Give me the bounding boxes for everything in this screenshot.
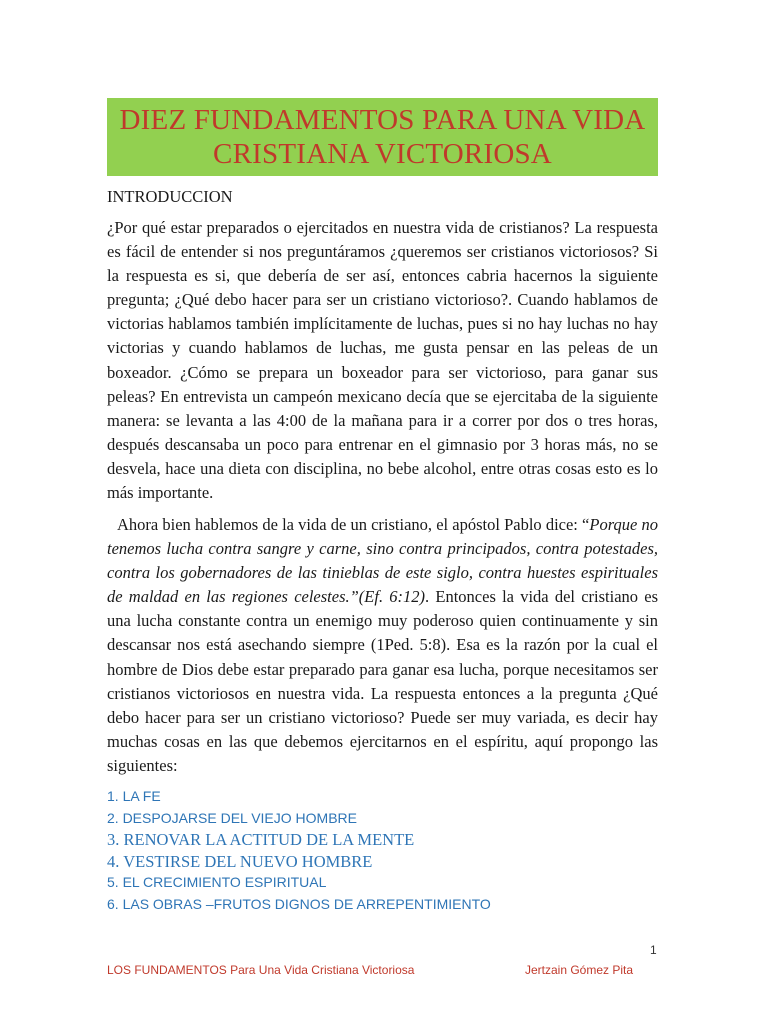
page-number: 1 bbox=[650, 943, 657, 957]
paragraph-2 bbox=[107, 513, 658, 778]
paragraph-2-rest: . Entonces la vida del cristiano es una lucha constante contra un enemigo muy poderoso quien continuamente y sin descansar nos está asechando siempre (1Ped. 5:8). Esa es la razón por la cual el hombre de Dios debe estar preparado para ganar esa lucha, porque necesitamos ser cristianos victoriosos en nuestra vida. La respuesta entonces a la pregunta ¿Qué debo hacer para ser un cristiano victorioso? Puede ser muy variada, es decir hay muchas cosas en las que debemos ejercitarnos en el espíritu, aquí propongo las siguientes: bbox=[107, 587, 658, 775]
list-item: 1. LA FE bbox=[107, 788, 161, 804]
footer-author: Jertzain Gómez Pita bbox=[525, 963, 634, 977]
title-banner bbox=[107, 98, 658, 176]
list-item: 5. EL CRECIMIENTO ESPIRITUAL bbox=[107, 874, 327, 891]
fundamentals-list bbox=[107, 786, 491, 916]
list-item: 2. DESPOJARSE DEL VIEJO HOMBRE bbox=[107, 809, 357, 826]
title-line-2: CRISTIANA VICTORIOSA bbox=[213, 138, 552, 170]
paragraph-2-intro: Ahora bien hablemos de la vida de un cristiano, el apóstol Pablo dice: “ bbox=[117, 515, 590, 534]
footer-title: LOS FUNDAMENTOS Para Una Vida Cristiana Victoriosa bbox=[107, 963, 415, 977]
list-item: 6. LAS OBRAS –FRUTOS DIGNOS DE ARREPENTIMIENTO bbox=[107, 895, 491, 912]
title-line-1: DIEZ FUNDAMENTOS PARA UNA VIDA bbox=[119, 104, 646, 136]
section-heading: INTRODUCCION bbox=[107, 187, 233, 206]
paragraph-1: ¿Por qué estar preparados o ejercitados en nuestra vida de cristianos? La respuesta es fácil de entender si nos preguntáramos ¿queremos ser cristianos victoriosos? Si la respuesta es si, que debería de ser así, entonces cabria hacernos la siguiente pregunta; ¿Qué debo hacer para ser un cristiano victorioso?. Cuando hablamos de victorias hablamos también implícitamente de luchas, pues si no hay luchas no hay victorias y cuando hablamos de luchas, me gusta pensar en las peleas de un boxeador. ¿Cómo se prepara un boxeador para ser victorioso, para ganar sus peleas? En entrevista un campeón mexicano decía que se ejercitaba de la siguiente manera: se levanta a las 4:00 de la mañana para ir a correr por dos o tres horas, después descansaba un poco para entrenar en el gimnasio por 3 horas más, no se desvela, hace una dieta con disciplina, no bebe alcohol, entre otras cosas esto es lo más importante. bbox=[107, 218, 658, 503]
list-item: 4. VESTIRSE DEL NUEVO HOMBRE bbox=[107, 851, 373, 871]
paragraph-2-quote: Porque no tenemos lucha contra sangre y carne, sino contra principados, contra potestades, contra los gobernadores de las tinieblas de este siglo, contra huestes espirituales de maldad en las regiones celestes.”(Ef. 6:12) bbox=[107, 515, 658, 607]
list-item: 3. RENOVAR LA ACTITUD DE LA MENTE bbox=[107, 830, 415, 850]
